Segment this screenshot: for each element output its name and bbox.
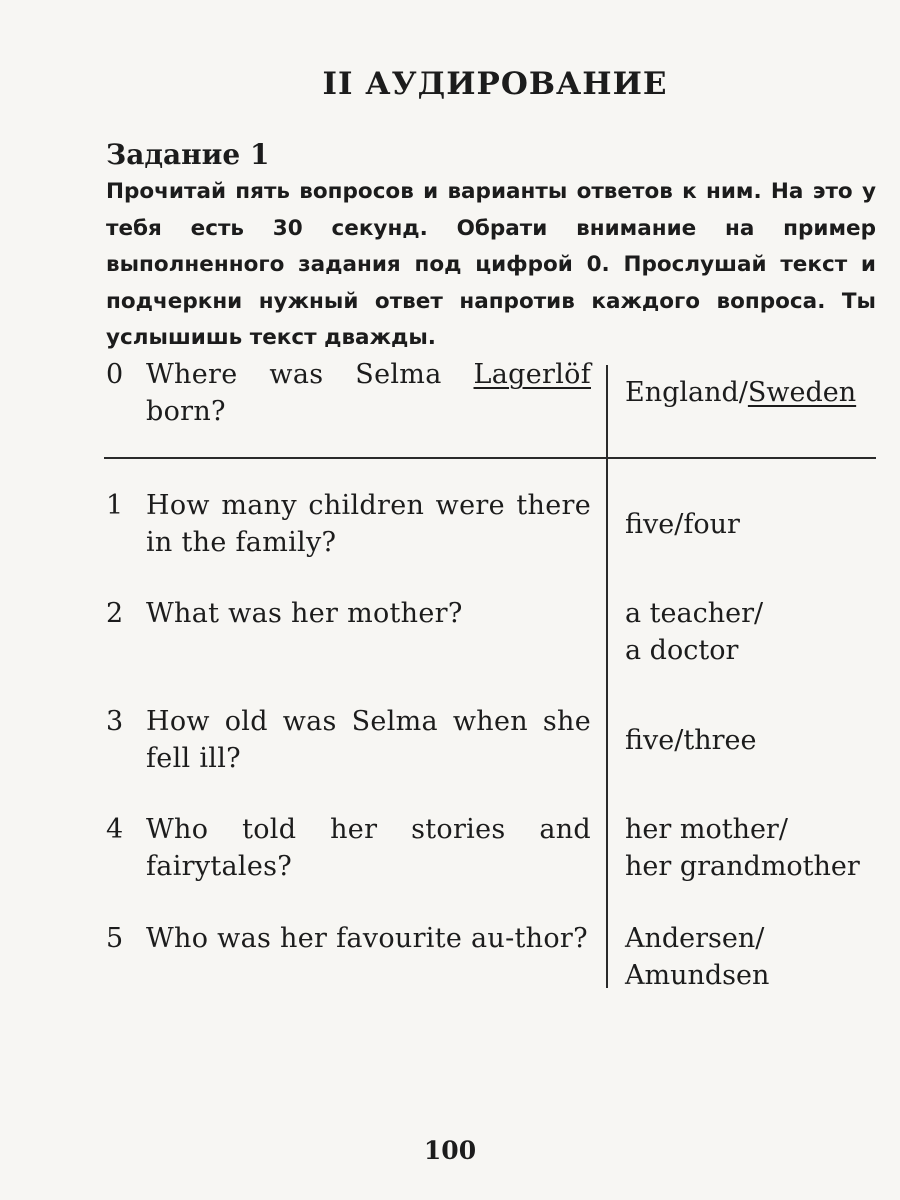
task-title: Задание 1 bbox=[106, 138, 270, 171]
underlined-answer: Sweden bbox=[747, 377, 857, 408]
question-text: How many children were there in the family? bbox=[146, 490, 591, 558]
question-number: 4 bbox=[106, 814, 124, 845]
section-title: II АУДИРОВАНИЕ bbox=[322, 66, 668, 102]
answer-options: Andersen/ Amundsen bbox=[625, 923, 770, 991]
question-text: Who was her favourite au-thor? bbox=[146, 923, 588, 954]
question-text: Who told her stories and fairytales? bbox=[146, 814, 591, 882]
task-instructions: Прочитай пять вопросов и варианты ответов к ним. На это у тебя есть 30 секунд. Обрати внимание на пример выполненного задания под цифрой 0. Прослушай текст и подчеркни нужный ответ напротив каждого вопроса. Ты услышишь текст дважды. bbox=[106, 179, 876, 350]
question-number: 2 bbox=[106, 598, 124, 629]
question-number: 1 bbox=[106, 490, 124, 521]
underlined-answer: Lagerlöf bbox=[473, 359, 591, 390]
answer-options: five/four bbox=[625, 509, 740, 540]
answer-options: five/three bbox=[625, 725, 757, 756]
question-text: Where was Selma Lagerlöf born? bbox=[146, 359, 591, 427]
question-number: 0 bbox=[106, 359, 124, 390]
table-divider-horizontal bbox=[104, 457, 876, 459]
question-number: 5 bbox=[106, 923, 124, 954]
answer-options: her mother/ her grandmother bbox=[625, 814, 860, 882]
table-divider-vertical bbox=[606, 365, 608, 988]
page-number: 100 bbox=[423, 1136, 477, 1165]
answer-options: a teacher/ a doctor bbox=[625, 598, 764, 666]
example-answer: England/Sweden bbox=[625, 377, 857, 408]
question-text: What was her mother? bbox=[146, 598, 463, 629]
question-text: How old was Selma when she fell ill? bbox=[146, 706, 591, 774]
question-number: 3 bbox=[106, 706, 124, 737]
